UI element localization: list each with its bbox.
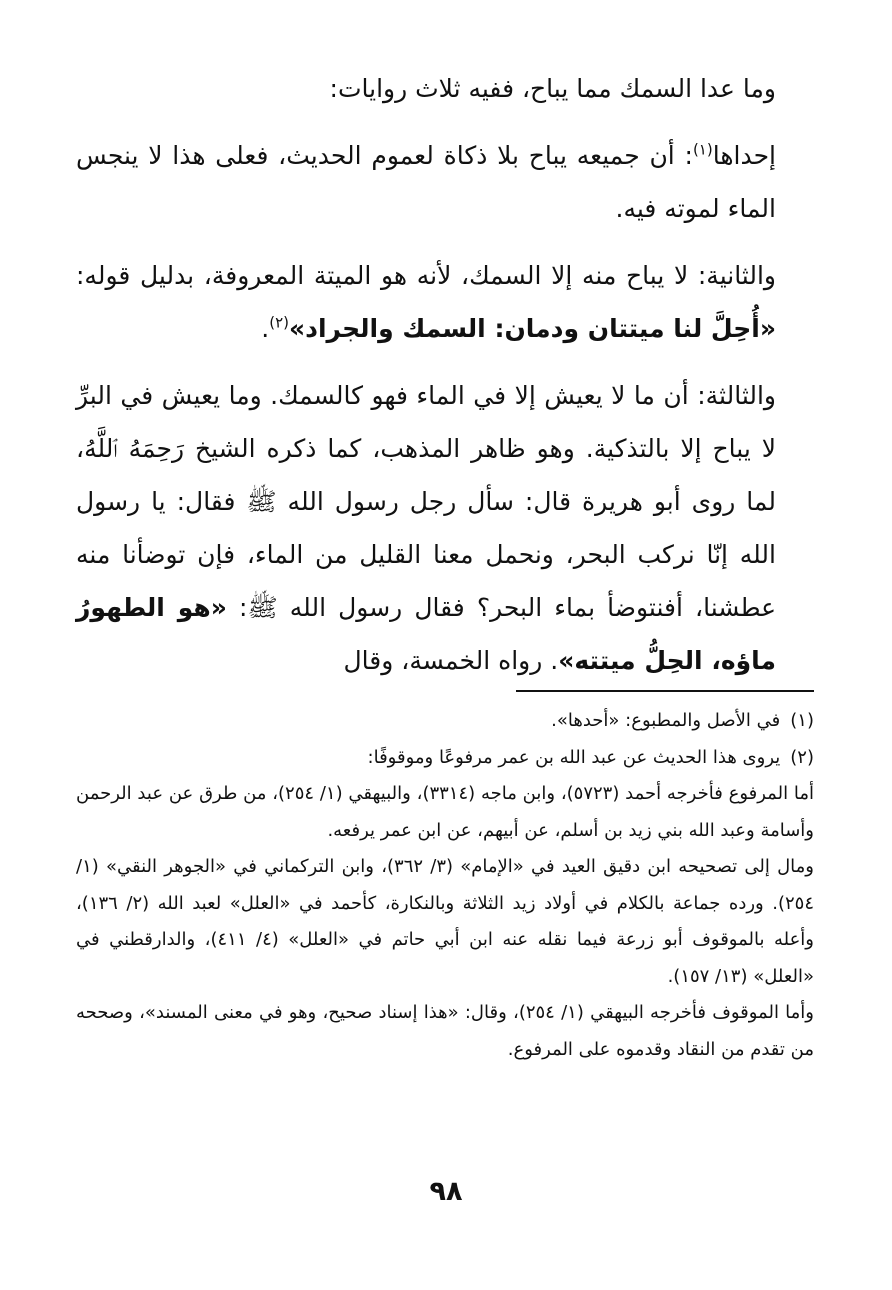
footnote-2-text: يروى هذا الحديث عن عبد الله بن عمر مرفوعًا وموقوفًا: [367,746,781,768]
page-number: ٩٨ [429,1176,463,1207]
footnote-2-grading: ومال إلى تصحيحه ابن دقيق العيد في «الإمام» (٣/ ٣٦٢)، وابن التركماني في «الجوهر النقي» (١/ ٢٥٤). ورده جماعة بالكلام في أولاد زيد الثلاثة وبالنكارة، كأحمد في «العلل» لعبد الله (٢/ ١٣٦)، وأعله بالموقوف أبو زرعة فيما نقله عنه ابن أبي حاتم في «العلل» (٤/ ٤١١)، والدارقطني في «العلل» (١٣/ ١٥٧). [76,856,814,987]
footnote-ref-1[interactable]: (١) [692,140,713,159]
first-narration-text: : أن جميعه يباح بلا ذكاة لعموم الحديث، فعلى هذا لا ينجس الماء لموته فيه. [76,141,776,223]
paragraph-first-narration [76,129,814,235]
paragraph-intro [76,62,814,115]
footnote-2-number: (٢) [790,746,814,768]
third-narration-tail: . رواه الخمسة، وقال [343,646,559,675]
third-narration-hadith: «هو الطهورُ ماؤه، الحِلُّ ميتته» [76,593,776,675]
second-narration-end: . [261,314,270,343]
footnote-1-text: في الأصل والمطبوع: «أحدها». [551,710,781,731]
second-narration-text: والثانية: لا يباح منه إلا السمك، لأنه هو الميتة المعروفة، بدليل قوله: [76,261,776,290]
third-narration-text: والثالثة: أن ما لا يعيش إلا في الماء فهو كالسمك. وما يعيش في البرِّ لا يباح إلا بالتذكية. وهو ظاهر المذهب، كما ذكره الشيخ رَحِمَهُ ٱللَّهُ، لما روى أبو هريرة قال: سأل رجل رسول الله ﷺ فقال: يا رسول الله إنّا نركب البحر، ونحمل معنا القليل من الماء، فإن توضأنا منه عطشنا، أفنتوضأ بماء البحر؟ فقال رسول الله ﷺ: [76,381,776,622]
footnote-1 [76,703,814,740]
paragraph-intro-text: وما عدا السمك مما يباح، ففيه ثلاث روايات: [329,74,776,103]
main-text [76,62,814,701]
footnote-ref-2[interactable]: (٢) [269,313,289,332]
paragraph-second-narration [76,249,814,355]
footnote-2 [76,740,814,777]
footnote-2-marfu: أما المرفوع فأخرجه أحمد (٥٧٢٣)، وابن ماجه (٣٣١٤)، والبيهقي (١/ ٢٥٤)، من طرق عن عبد الرحمن وأسامة وعبد الله بني زيد بن أسلم، عن أبيهم، عن ابن عمر يرفعه. [76,783,814,841]
footnote-2-mawquf: وأما الموقوف فأخرجه البيهقي (١/ ٢٥٤)، وقال: «هذا إسناد صحيح، وهو في معنى المسند»، وصححه من تقدم من النقاد وقدموه على المرفوع. [76,1002,814,1060]
second-narration-hadith: «أُحِلَّ لنا ميتتان ودمان: السمك والجراد» [289,314,776,343]
footnote-divider [516,690,814,692]
paragraph-third-narration [76,369,814,687]
first-narration-lead: إحداها [712,141,776,170]
footnotes [76,703,814,1068]
footnote-1-number: (١) [790,710,814,731]
